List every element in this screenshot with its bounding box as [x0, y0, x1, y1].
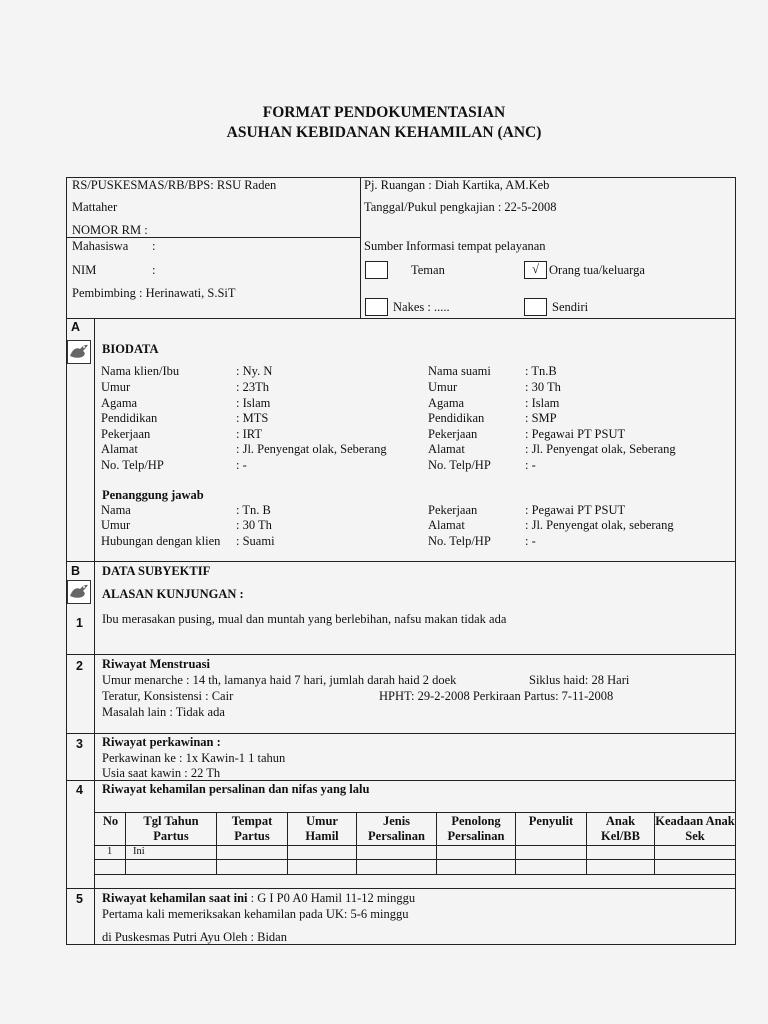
biodata-label: No. Telp/HP	[428, 458, 491, 472]
document-title-line2: ASUHAN KEBIDANAN KEHAMILAN (ANC)	[226, 124, 542, 141]
biodata-label: Pendidikan	[428, 411, 485, 425]
data-subyektif-heading: DATA SUBYEKTIF	[102, 564, 211, 578]
biodata-value: : Tn.B	[525, 364, 557, 378]
dove-icon	[67, 340, 91, 364]
dove-icon	[67, 580, 91, 604]
table-header: Umur Hamil	[305, 814, 339, 843]
pj-value: : -	[525, 534, 536, 548]
alasan-kunjungan-text: Ibu merasakan pusing, mual dan muntah yang berlebihan, nafsu makan tidak ada	[102, 612, 507, 626]
table-header: Tempat Partus	[231, 814, 273, 843]
section-b-letter: B	[71, 564, 81, 578]
perkawinan-line1: Perkawinan ke : 1x Kawin-1 1 tahun	[102, 751, 286, 765]
menstruasi-line3: Masalah lain : Tidak ada	[102, 705, 225, 719]
table-header: Penyulit	[528, 814, 574, 828]
riwayat-menstruasi-heading: Riwayat Menstruasi	[102, 657, 210, 671]
section-a-letter: A	[71, 320, 81, 334]
option-sendiri-label: Sendiri	[552, 300, 589, 314]
sumber-informasi: Sumber Informasi tempat pelayanan	[364, 239, 546, 253]
pj-ruangan: Pj. Ruangan : Diah Kartika, AM.Keb	[364, 178, 550, 192]
tanggal-pengkajian: Tanggal/Pukul pengkajian : 22-5-2008	[364, 200, 557, 214]
menstruasi-line1: Umur menarche : 14 th, lamanya haid 7 hari, jumlah darah haid 2 doek	[102, 673, 457, 687]
biodata-value: : 30 Th	[525, 380, 561, 394]
pj-label: Pekerjaan	[428, 503, 478, 517]
kehamilan-line1: Pertama kali memeriksakan kehamilan pada UK: 5-6 minggu	[102, 907, 409, 921]
table-header: Jenis Persalinan	[368, 814, 425, 843]
item-number: 2	[76, 659, 83, 673]
checkbox-nakes[interactable]	[365, 298, 388, 316]
kehamilan-line2: di Puskesmas Putri Ayu Oleh : Bidan	[102, 930, 287, 944]
biodata-heading: BIODATA	[102, 342, 159, 356]
penanggung-jawab-heading: Penanggung jawab	[102, 488, 204, 502]
nim-colon: :	[152, 263, 156, 277]
item-number: 4	[76, 783, 83, 797]
biodata-value: : Ny. N	[236, 364, 273, 378]
option-orang-tua-label: Orang tua/keluarga	[549, 263, 645, 277]
document-title-line1: FORMAT PENDOKUMENTASIAN	[262, 104, 506, 121]
table-cell: Ini	[133, 846, 145, 857]
biodata-label: Nama klien/Ibu	[101, 364, 180, 378]
checkbox-teman[interactable]	[365, 261, 388, 279]
mahasiswa-label: Mahasiswa	[72, 239, 129, 253]
item-number: 5	[76, 892, 83, 906]
perkawinan-line2: Usia saat kawin : 22 Th	[102, 766, 221, 780]
table-header: Penolong Persalinan	[447, 814, 505, 843]
biodata-label: Pekerjaan	[101, 427, 151, 441]
table-header: No	[102, 814, 119, 828]
biodata-value: : Pegawai PT PSUT	[525, 427, 626, 441]
siklus-haid: Siklus haid: 28 Hari	[529, 673, 630, 687]
biodata-value: : Jl. Penyengat olak, Seberang	[525, 442, 676, 456]
biodata-value: : SMP	[525, 411, 557, 425]
rs-puskesmas-line2: Mattaher	[72, 200, 118, 214]
biodata-label: Alamat	[101, 442, 138, 456]
table-cell: 1	[107, 846, 113, 857]
pj-label: Hubungan dengan klien	[101, 534, 221, 548]
biodata-value: : -	[525, 458, 536, 472]
biodata-value: : 23Th	[236, 380, 269, 394]
item-number: 1	[76, 616, 83, 630]
kehamilan-heading: Riwayat kehamilan saat ini	[102, 891, 248, 905]
biodata-value: : Jl. Penyengat olak, Seberang	[236, 442, 387, 456]
pj-label: No. Telp/HP	[428, 534, 491, 548]
table-header: Keadaan Anak Sek	[655, 814, 735, 843]
table-header: Tgl Tahun Partus	[143, 814, 199, 843]
biodata-label: Agama	[428, 396, 465, 410]
biodata-value: : MTS	[236, 411, 269, 425]
pj-value: : 30 Th	[236, 518, 272, 532]
biodata-value: : -	[236, 458, 247, 472]
menstruasi-line2: Teratur, Konsistensi : Cair	[102, 689, 234, 703]
pj-value: : Pegawai PT PSUT	[525, 503, 626, 517]
biodata-value: : IRT	[236, 427, 262, 441]
pj-value: : Tn. B	[236, 503, 271, 517]
biodata-label: Alamat	[428, 442, 465, 456]
pembimbing: Pembimbing : Herinawati, S.SiT	[72, 286, 236, 300]
biodata-label: Umur	[101, 380, 131, 394]
alasan-kunjungan-heading: ALASAN KUNJUNGAN :	[102, 587, 244, 601]
biodata-value: : Islam	[236, 396, 271, 410]
option-teman-label: Teman	[411, 263, 445, 277]
biodata-label: Umur	[428, 380, 458, 394]
biodata-label: Pekerjaan	[428, 427, 478, 441]
nim-label: NIM	[72, 263, 97, 277]
biodata-label: No. Telp/HP	[101, 458, 164, 472]
nomor-rm: NOMOR RM :	[72, 223, 148, 237]
kehamilan-gpa: : G I P0 A0 Hamil 11-12 minggu	[247, 891, 416, 905]
pj-value: : Jl. Penyengat olak, seberang	[525, 518, 674, 532]
pj-label: Alamat	[428, 518, 465, 532]
hpht-perkiraan-partus: HPHT: 29-2-2008 Perkiraan Partus: 7-11-2008	[379, 689, 614, 703]
table-header: Anak Kel/BB	[601, 814, 640, 843]
biodata-label: Agama	[101, 396, 138, 410]
checkbox-sendiri[interactable]	[524, 298, 547, 316]
checkbox-orang-tua[interactable]: √	[524, 261, 547, 279]
riwayat-perkawinan-heading: Riwayat perkawinan :	[102, 735, 221, 749]
mahasiswa-colon: :	[152, 239, 156, 253]
biodata-label: Nama suami	[428, 364, 491, 378]
item-number: 3	[76, 737, 83, 751]
riwayat-kehamilan-saat-ini	[102, 891, 415, 906]
rs-puskesmas-line1: RS/PUSKESMAS/RB/BPS: RSU Raden	[72, 178, 277, 192]
pj-value: : Suami	[236, 534, 275, 548]
biodata-value: : Islam	[525, 396, 560, 410]
option-nakes-label: Nakes : .....	[393, 300, 450, 314]
biodata-label: Pendidikan	[101, 411, 158, 425]
riwayat-persalinan-heading: Riwayat kehamilan persalinan dan nifas yang lalu	[102, 782, 370, 796]
pj-label: Umur	[101, 518, 131, 532]
pj-label: Nama	[101, 503, 131, 517]
